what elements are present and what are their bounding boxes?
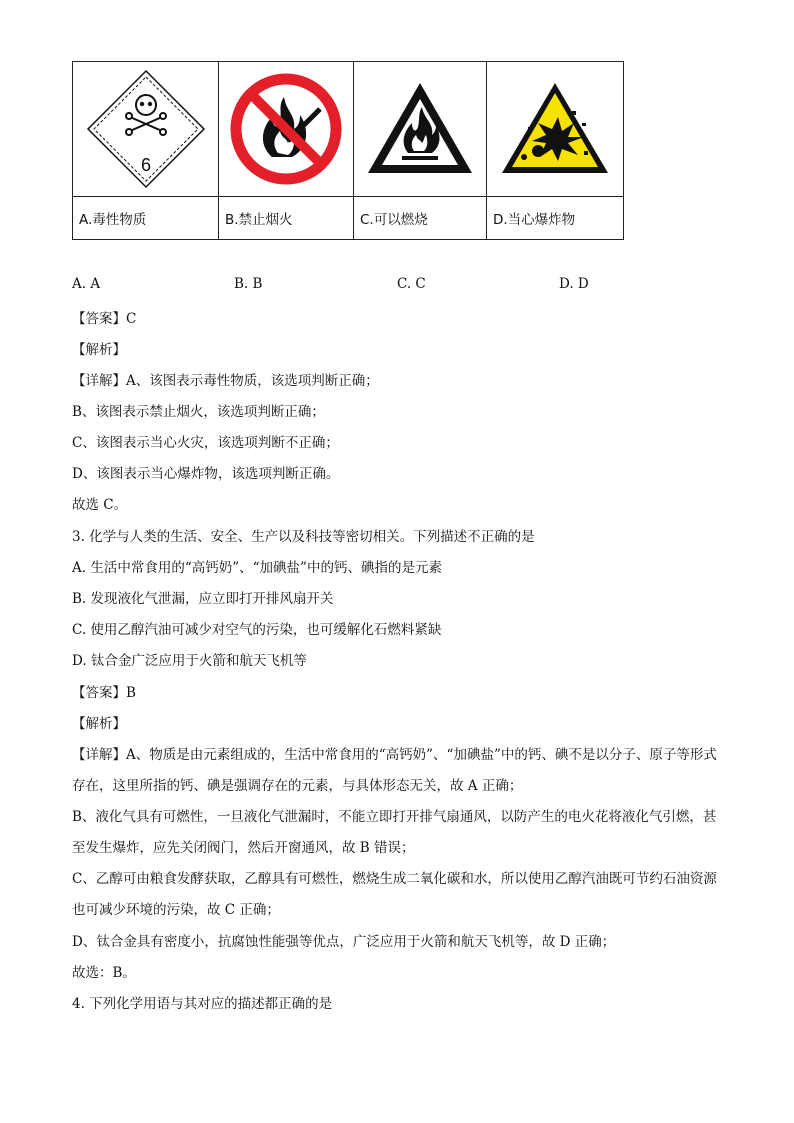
q3-option-a: A. 生活中常食用的“高钙奶”、“加碘盐”中的钙、碘指的是元素	[72, 560, 442, 576]
q3-detail-paragraph: D、钛合金具有密度小，抗腐蚀性能强等优点，广泛应用于火箭和航天飞机等，故 D 正确；	[72, 934, 616, 950]
q3-option-d: D. 钛合金广泛应用于火箭和航天飞机等	[72, 653, 307, 669]
q2-options	[72, 276, 632, 296]
sign-caption-c: C.可以燃烧	[354, 197, 487, 240]
q3-analysis-label: 【解析】	[72, 716, 126, 732]
q3-detail-paragraph: 【详解】A、物质是由元素组成的，生活中常食用的“高钙奶”、“加碘盐”中的钙、碘不是以分子、原子等形式存在，这里所指的钙、碘是强调存在的元素，与具体形态无关，故 A 正确；	[72, 747, 717, 794]
q2-detail-line: B、该图表示禁止烟火，该选项判断正确；	[72, 404, 325, 420]
safety-sign-table	[72, 61, 624, 240]
sign-cell-no-fire	[219, 62, 354, 197]
q4-stem: 4. 下列化学用语与其对应的描述都正确的是	[72, 996, 333, 1012]
q2-detail-line: 【详解】A、该图表示毒性物质，该选项判断正确；	[72, 373, 379, 389]
sign-cell-explosive	[487, 62, 624, 197]
q3-option-b: B. 发现液化气泄漏，应立即打开排风扇开关	[72, 591, 334, 607]
q2-option-d: D. D	[559, 276, 589, 292]
no-fire-sign-icon	[228, 71, 344, 187]
q2-option-b: B. B	[234, 276, 263, 292]
q2-answer: 【答案】C	[72, 311, 137, 327]
sign-cell-flammable	[354, 62, 487, 197]
toxic-diamond-sign-icon	[84, 67, 208, 191]
q2-detail-line: C、该图表示当心火灾，该选项判断不正确；	[72, 435, 339, 451]
q2-analysis-label: 【解析】	[72, 342, 126, 358]
q3-detail-paragraph: C、乙醇可由粮食发酵获取，乙醇具有可燃性，燃烧生成二氧化碳和水，所以使用乙醇汽油既可节约石油资源也可减少环境的污染，故 C 正确；	[72, 871, 717, 918]
q2-option-c: C. C	[397, 276, 426, 292]
sign-cell-toxic	[73, 62, 219, 197]
q2-detail-line: D、该图表示当心爆炸物，该选项判断正确。	[72, 466, 340, 482]
sign-caption-d: D.当心爆炸物	[487, 197, 624, 240]
q2-option-a: A. A	[72, 276, 101, 292]
explosive-triangle-sign-icon	[498, 79, 612, 179]
q3-option-c: C. 使用乙醇汽油可减少对空气的污染，也可缓解化石燃料紧缺	[72, 622, 442, 638]
flammable-triangle-sign-icon	[364, 79, 476, 179]
q3-conclusion: 故选：B。	[72, 965, 136, 981]
q3-stem: 3. 化学与人类的生活、安全、生产以及科技等密切相关。下列描述不正确的是	[72, 529, 535, 545]
q2-conclusion: 故选 C。	[72, 497, 128, 513]
sign-caption-a: A.毒性物质	[73, 197, 219, 240]
q3-answer: 【答案】B	[72, 685, 136, 701]
sign-caption-b: B.禁止烟火	[219, 197, 354, 240]
q3-detail-paragraph: B、液化气具有可燃性，一旦液化气泄漏时，不能立即打开排气扇通风，以防产生的电火花将液化气引燃，甚至发生爆炸，应先关闭阀门，然后开窗通风，故 B 错误；	[72, 809, 717, 856]
sign-number: 6	[140, 155, 151, 175]
